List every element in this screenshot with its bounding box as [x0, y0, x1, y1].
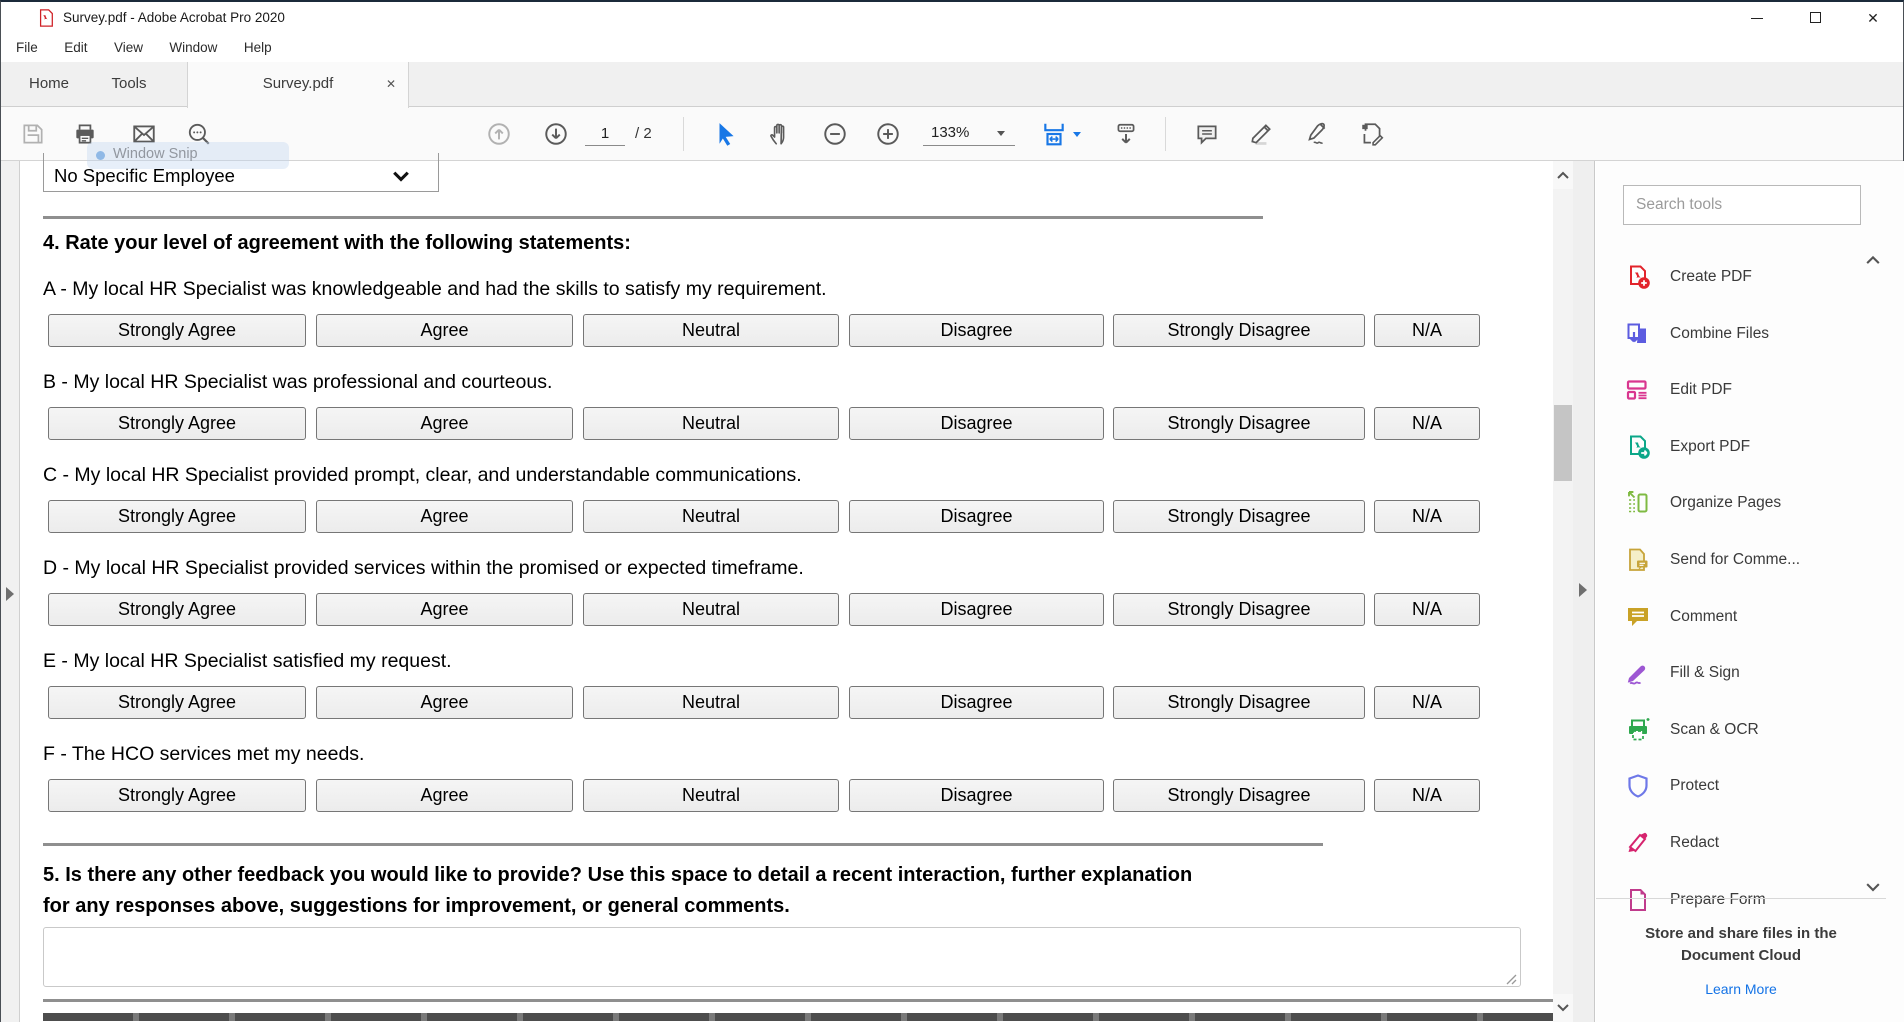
window-title: Survey.pdf - Adobe Acrobat Pro 2020: [63, 10, 285, 25]
sidebar-tool-label: Combine Files: [1670, 324, 1770, 342]
sidebar-tool-label: Scan & OCR: [1670, 720, 1759, 738]
sidebar-tool-label: Fill & Sign: [1670, 664, 1740, 682]
option-button-disagree[interactable]: Disagree: [849, 314, 1104, 347]
sidebar-tool-protect[interactable]: [1596, 766, 1886, 806]
pdf-page: [21, 161, 1573, 1022]
option-button-strongly-disagree[interactable]: Strongly Disagree: [1113, 500, 1365, 533]
question5-line1: 5. Is there any other feedback you would like to provide? Use this space to detail a recent interaction, further explanation: [43, 864, 1193, 886]
learn-more-link[interactable]: Learn More: [1705, 981, 1777, 997]
question5-line2: for any responses above, suggestions for improvement, or general comments.: [43, 894, 790, 917]
tools-scroll-up-icon[interactable]: [1866, 251, 1880, 261]
sidebar-tool-scan-ocr[interactable]: [1596, 710, 1886, 750]
option-button-strongly-agree[interactable]: Strongly Agree: [48, 407, 306, 440]
next-section-edge: [43, 1013, 1567, 1021]
more-tools-icon[interactable]: [1359, 121, 1385, 147]
menu-window[interactable]: Window: [169, 40, 218, 55]
option-button-strongly-agree[interactable]: Strongly Agree: [48, 593, 306, 626]
zoom-in-icon[interactable]: [875, 121, 901, 147]
print-icon[interactable]: [72, 121, 98, 147]
document-cloud-promo: [1596, 898, 1886, 1022]
document-scrollbar[interactable]: [1553, 161, 1573, 1022]
zoom-level-field[interactable]: [923, 122, 1015, 146]
export-icon: [1625, 434, 1651, 460]
sidebar-tool-export-pdf[interactable]: [1596, 427, 1886, 467]
tab-home[interactable]: Home: [28, 75, 69, 92]
select-tool-icon[interactable]: [713, 121, 739, 147]
option-button-strongly-agree[interactable]: Strongly Agree: [48, 779, 306, 812]
fillsign-icon: [1625, 660, 1651, 686]
option-button-agree[interactable]: Agree: [316, 500, 573, 533]
tab-close-icon[interactable]: ✕: [385, 77, 396, 91]
tab-tools[interactable]: Tools: [111, 75, 147, 92]
save-icon[interactable]: [20, 121, 46, 147]
comment-tool-icon[interactable]: [1194, 121, 1220, 147]
maximize-button[interactable]: [1793, 2, 1837, 34]
protect-icon: [1625, 773, 1651, 799]
menu-file[interactable]: File: [16, 40, 38, 55]
option-button-n-a[interactable]: N/A: [1374, 500, 1480, 533]
employee-dropdown[interactable]: [43, 153, 439, 192]
toolbar-divider: [683, 117, 684, 151]
option-button-n-a[interactable]: N/A: [1374, 314, 1480, 347]
fit-width-dropdown-icon[interactable]: [1073, 132, 1081, 137]
title-bar: [1, 2, 1903, 34]
zoom-out-icon[interactable]: [822, 121, 848, 147]
menu-bar: [1, 34, 1903, 62]
promo-line2: Document Cloud: [1681, 947, 1801, 964]
statement-text-c: C - My local HR Specialist provided prompt, clear, and understandable communications.: [43, 464, 802, 486]
option-button-agree[interactable]: Agree: [316, 686, 573, 719]
statement-text-e: E - My local HR Specialist satisfied my request.: [43, 650, 452, 672]
option-button-disagree[interactable]: Disagree: [849, 686, 1104, 719]
statement-text-f: F - The HCO services met my needs.: [43, 743, 365, 765]
redact-icon: [1625, 830, 1651, 856]
option-button-strongly-disagree[interactable]: Strongly Disagree: [1113, 593, 1365, 626]
option-button-agree[interactable]: Agree: [316, 314, 573, 347]
sendcomment-icon: [1625, 547, 1651, 573]
question4-heading: 4. Rate your level of agreement with the following statements:: [43, 232, 631, 254]
sidebar-tool-redact[interactable]: [1596, 823, 1886, 863]
toolbar-divider: [1165, 117, 1166, 151]
question5-heading: [43, 860, 1313, 921]
sign-tool-icon[interactable]: [1303, 121, 1329, 147]
option-button-neutral[interactable]: Neutral: [583, 407, 839, 440]
option-button-agree[interactable]: Agree: [316, 593, 573, 626]
minimize-button[interactable]: [1735, 2, 1779, 34]
expand-right-panel-icon[interactable]: [1579, 583, 1587, 597]
section-divider: [43, 216, 1263, 219]
sidebar-tool-organize-pages[interactable]: [1596, 483, 1886, 523]
sidebar-tool-label: Create PDF: [1670, 268, 1752, 285]
option-button-strongly-disagree[interactable]: Strongly Disagree: [1113, 314, 1365, 347]
right-panel-gutter: [1573, 161, 1595, 1022]
option-button-neutral[interactable]: Neutral: [583, 779, 839, 812]
statement-text-a: A - My local HR Specialist was knowledgeable and had the skills to satisfy my requirement.: [43, 278, 827, 300]
next-page-icon[interactable]: [543, 121, 569, 147]
chevron-down-icon: [392, 169, 410, 181]
create-icon: [1625, 264, 1651, 290]
sidebar-tool-fill-sign[interactable]: [1596, 653, 1886, 693]
sidebar-tool-label: Export PDF: [1670, 437, 1751, 455]
section-divider: [43, 999, 1567, 1002]
sidebar-tool-create-pdf[interactable]: [1596, 257, 1886, 297]
scan-icon: [1625, 717, 1651, 743]
tab-document[interactable]: [187, 62, 409, 108]
option-button-strongly-disagree[interactable]: Strongly Disagree: [1113, 779, 1365, 812]
option-button-agree[interactable]: Agree: [316, 779, 573, 812]
option-button-disagree[interactable]: Disagree: [849, 407, 1104, 440]
combine-icon: [1625, 321, 1651, 347]
zoom-dropdown-icon[interactable]: [997, 131, 1005, 136]
option-button-disagree[interactable]: Disagree: [849, 593, 1104, 626]
menu-help[interactable]: Help: [243, 40, 272, 55]
menu-edit[interactable]: Edit: [64, 40, 88, 55]
option-button-neutral[interactable]: Neutral: [583, 686, 839, 719]
sidebar-tool-edit-pdf[interactable]: [1596, 370, 1886, 410]
hand-tool-icon[interactable]: [767, 121, 793, 147]
sidebar-tool-comment[interactable]: [1596, 597, 1886, 637]
sidebar-tool-label: Comment: [1670, 607, 1738, 625]
option-button-agree[interactable]: Agree: [316, 407, 573, 440]
option-button-n-a[interactable]: N/A: [1374, 593, 1480, 626]
sidebar-tool-label: Organize Pages: [1670, 494, 1782, 512]
search-icon[interactable]: [186, 121, 212, 147]
option-button-strongly-agree[interactable]: Strongly Agree: [48, 314, 306, 347]
previous-page-icon[interactable]: [486, 121, 512, 147]
tools-panel: [1596, 161, 1904, 1022]
page-number-input[interactable]: [585, 122, 625, 146]
comment-icon: [1625, 604, 1651, 630]
option-button-strongly-agree[interactable]: Strongly Agree: [48, 686, 306, 719]
tools-list: [1596, 161, 1886, 908]
sidebar-tool-label: Protect: [1670, 777, 1720, 795]
left-panel-rail[interactable]: [1, 161, 20, 1022]
menu-view[interactable]: View: [113, 40, 143, 55]
option-button-neutral[interactable]: Neutral: [583, 593, 839, 626]
option-button-n-a[interactable]: N/A: [1374, 779, 1480, 812]
sidebar-tool-label: Edit PDF: [1670, 381, 1733, 399]
expand-left-panel-icon[interactable]: [6, 587, 14, 601]
option-button-neutral[interactable]: Neutral: [583, 500, 839, 533]
pdf-app-icon: [37, 9, 55, 27]
highlight-tool-icon[interactable]: [1248, 121, 1274, 147]
email-icon[interactable]: [131, 121, 157, 147]
sidebar-tool-combine-files[interactable]: [1596, 314, 1886, 354]
zoom-level-value: 133%: [931, 124, 970, 141]
resize-handle-icon[interactable]: [1505, 972, 1517, 984]
sidebar-tool-label: Redact: [1670, 834, 1720, 851]
sidebar-tool-label: Send for Comme...: [1670, 551, 1801, 568]
tab-bar: [1, 62, 1903, 107]
page-total-label: / 2: [635, 125, 652, 142]
option-button-strongly-disagree[interactable]: Strongly Disagree: [1113, 407, 1365, 440]
scroll-down-button[interactable]: [1553, 994, 1573, 1022]
scrollbar-thumb[interactable]: [1554, 405, 1572, 481]
tools-scroll-down-icon[interactable]: [1866, 879, 1880, 889]
option-button-n-a[interactable]: N/A: [1374, 686, 1480, 719]
option-button-strongly-disagree[interactable]: Strongly Disagree: [1113, 686, 1365, 719]
close-button[interactable]: [1851, 2, 1895, 34]
option-button-strongly-agree[interactable]: Strongly Agree: [48, 500, 306, 533]
scroll-up-button[interactable]: [1553, 161, 1573, 189]
statement-text-d: D - My local HR Specialist provided services within the promised or expected timeframe.: [43, 557, 804, 579]
page-scrolling-icon[interactable]: [1113, 121, 1139, 147]
statement-text-b: B - My local HR Specialist was professional and courteous.: [43, 371, 553, 393]
option-button-disagree[interactable]: Disagree: [849, 500, 1104, 533]
tab-document-label: Survey.pdf: [262, 75, 334, 92]
section-divider: [43, 843, 1323, 846]
option-button-n-a[interactable]: N/A: [1374, 407, 1480, 440]
snip-ghost-label: Window Snip: [113, 146, 198, 162]
option-button-neutral[interactable]: Neutral: [583, 314, 839, 347]
sidebar-tool-send-for-comme-[interactable]: [1596, 540, 1886, 580]
promo-line1: Store and share files in the: [1645, 925, 1837, 942]
employee-dropdown-value: No Specific Employee: [54, 165, 235, 186]
edit-icon: [1625, 377, 1651, 403]
organize-icon: [1625, 490, 1651, 516]
sidebar-tool-label: Prepare Form: [1670, 890, 1766, 908]
option-button-disagree[interactable]: Disagree: [849, 779, 1104, 812]
close-icon: ✕: [1867, 10, 1879, 26]
fit-width-icon[interactable]: [1041, 121, 1067, 147]
feedback-textarea[interactable]: [43, 927, 1521, 987]
content-area: [1, 161, 1903, 1022]
